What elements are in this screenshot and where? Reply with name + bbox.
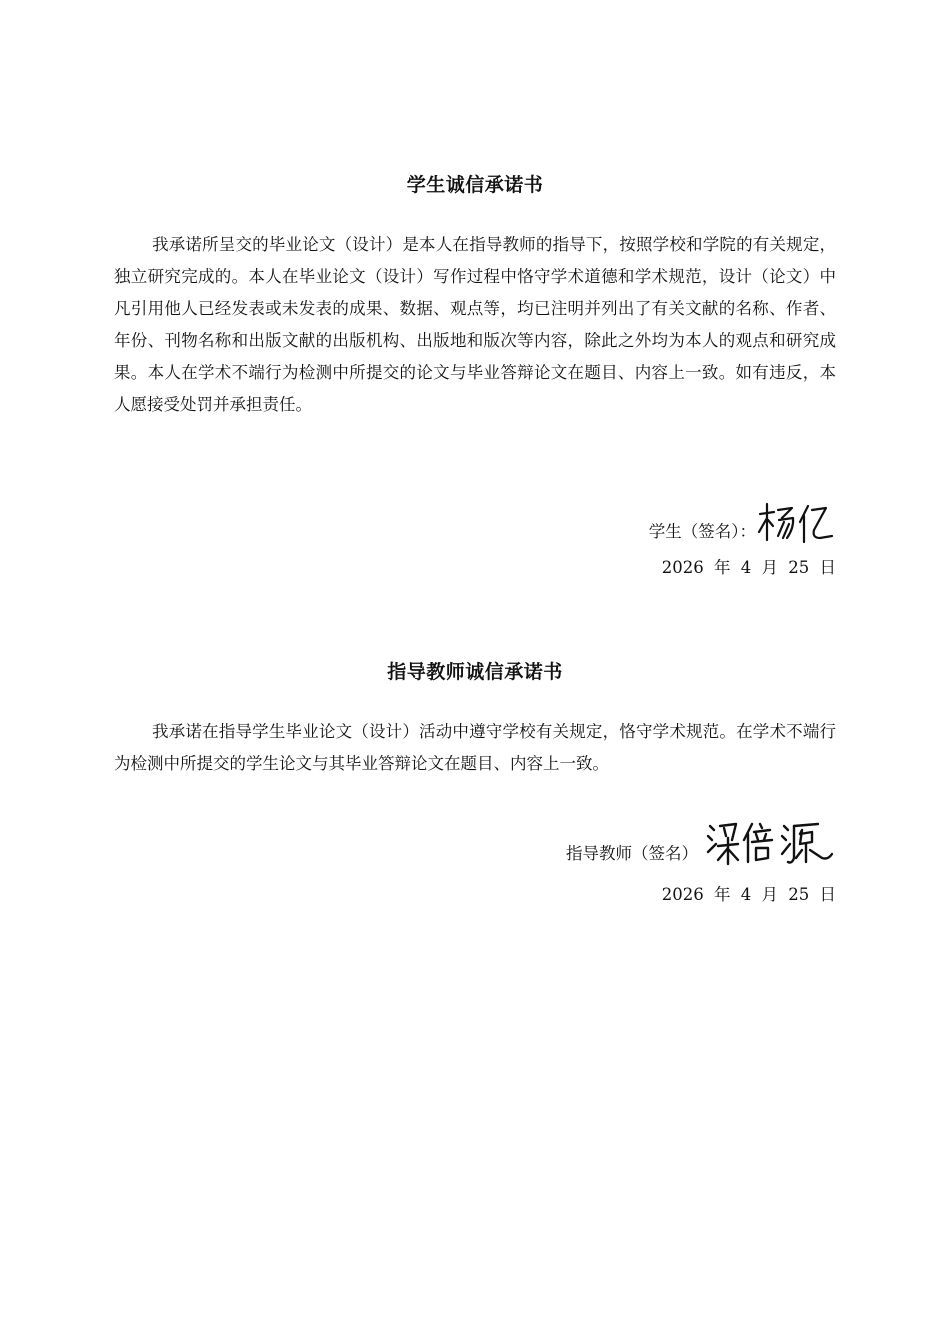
teacher-date-year: 2026: [661, 885, 704, 904]
teacher-date-month: 4: [740, 885, 752, 904]
teacher-signature-line: [566, 818, 836, 870]
student-date-year-unit: 年: [714, 558, 731, 577]
teacher-date-month-unit: 月: [761, 885, 778, 904]
student-date-month-unit: 月: [761, 558, 778, 577]
teacher-date-year-unit: 年: [714, 885, 731, 904]
student-signature-label: 学生（签名）：: [648, 522, 756, 541]
student-handwritten-signature: [756, 500, 836, 546]
student-date-day: 25: [788, 558, 810, 577]
student-signature-date: [662, 554, 836, 578]
student-signature-line: [649, 500, 836, 546]
teacher-signature-label: 指导教师（签名）: [566, 844, 698, 863]
student-date-year: 2026: [661, 558, 704, 577]
student-date-day-unit: 日: [819, 558, 836, 577]
student-date-month: 4: [740, 558, 752, 577]
teacher-pledge-title: 指导教师诚信承诺书: [387, 661, 563, 683]
student-pledge-title: 学生诚信承诺书: [406, 174, 544, 196]
student-pledge-body: 我承诺所呈交的毕业论文（设计）是本人在指导教师的指导下，按照学校和学院的有关规定，独立研究完成的。本人在毕业论文（设计）写作过程中恪守学术道德和学术规范，设计（论文）中凡引用他人已经发表或未发表的成果、数据、观点等，均已注明并列出了有关文献的名称、作者、年份、刊物名称和出版文献的出版机构、出版地和版次等内容，除此之外均为本人的观点和研究成果。本人在学术不端行为检测中所提交的论文与毕业答辩论文在题目、内容上一致。如有违反，本人愿接受处罚并承担责任。: [114, 235, 836, 414]
teacher-signature-date: [662, 881, 836, 905]
teacher-handwritten-signature: [706, 818, 836, 870]
teacher-date-day-unit: 日: [819, 885, 836, 904]
teacher-pledge-body: 我承诺在指导学生毕业论文（设计）活动中遵守学校有关规定，恪守学术规范。在学术不端行为检测中所提交的学生论文与其毕业答辩论文在题目、内容上一致。: [114, 722, 836, 773]
teacher-date-day: 25: [788, 885, 810, 904]
